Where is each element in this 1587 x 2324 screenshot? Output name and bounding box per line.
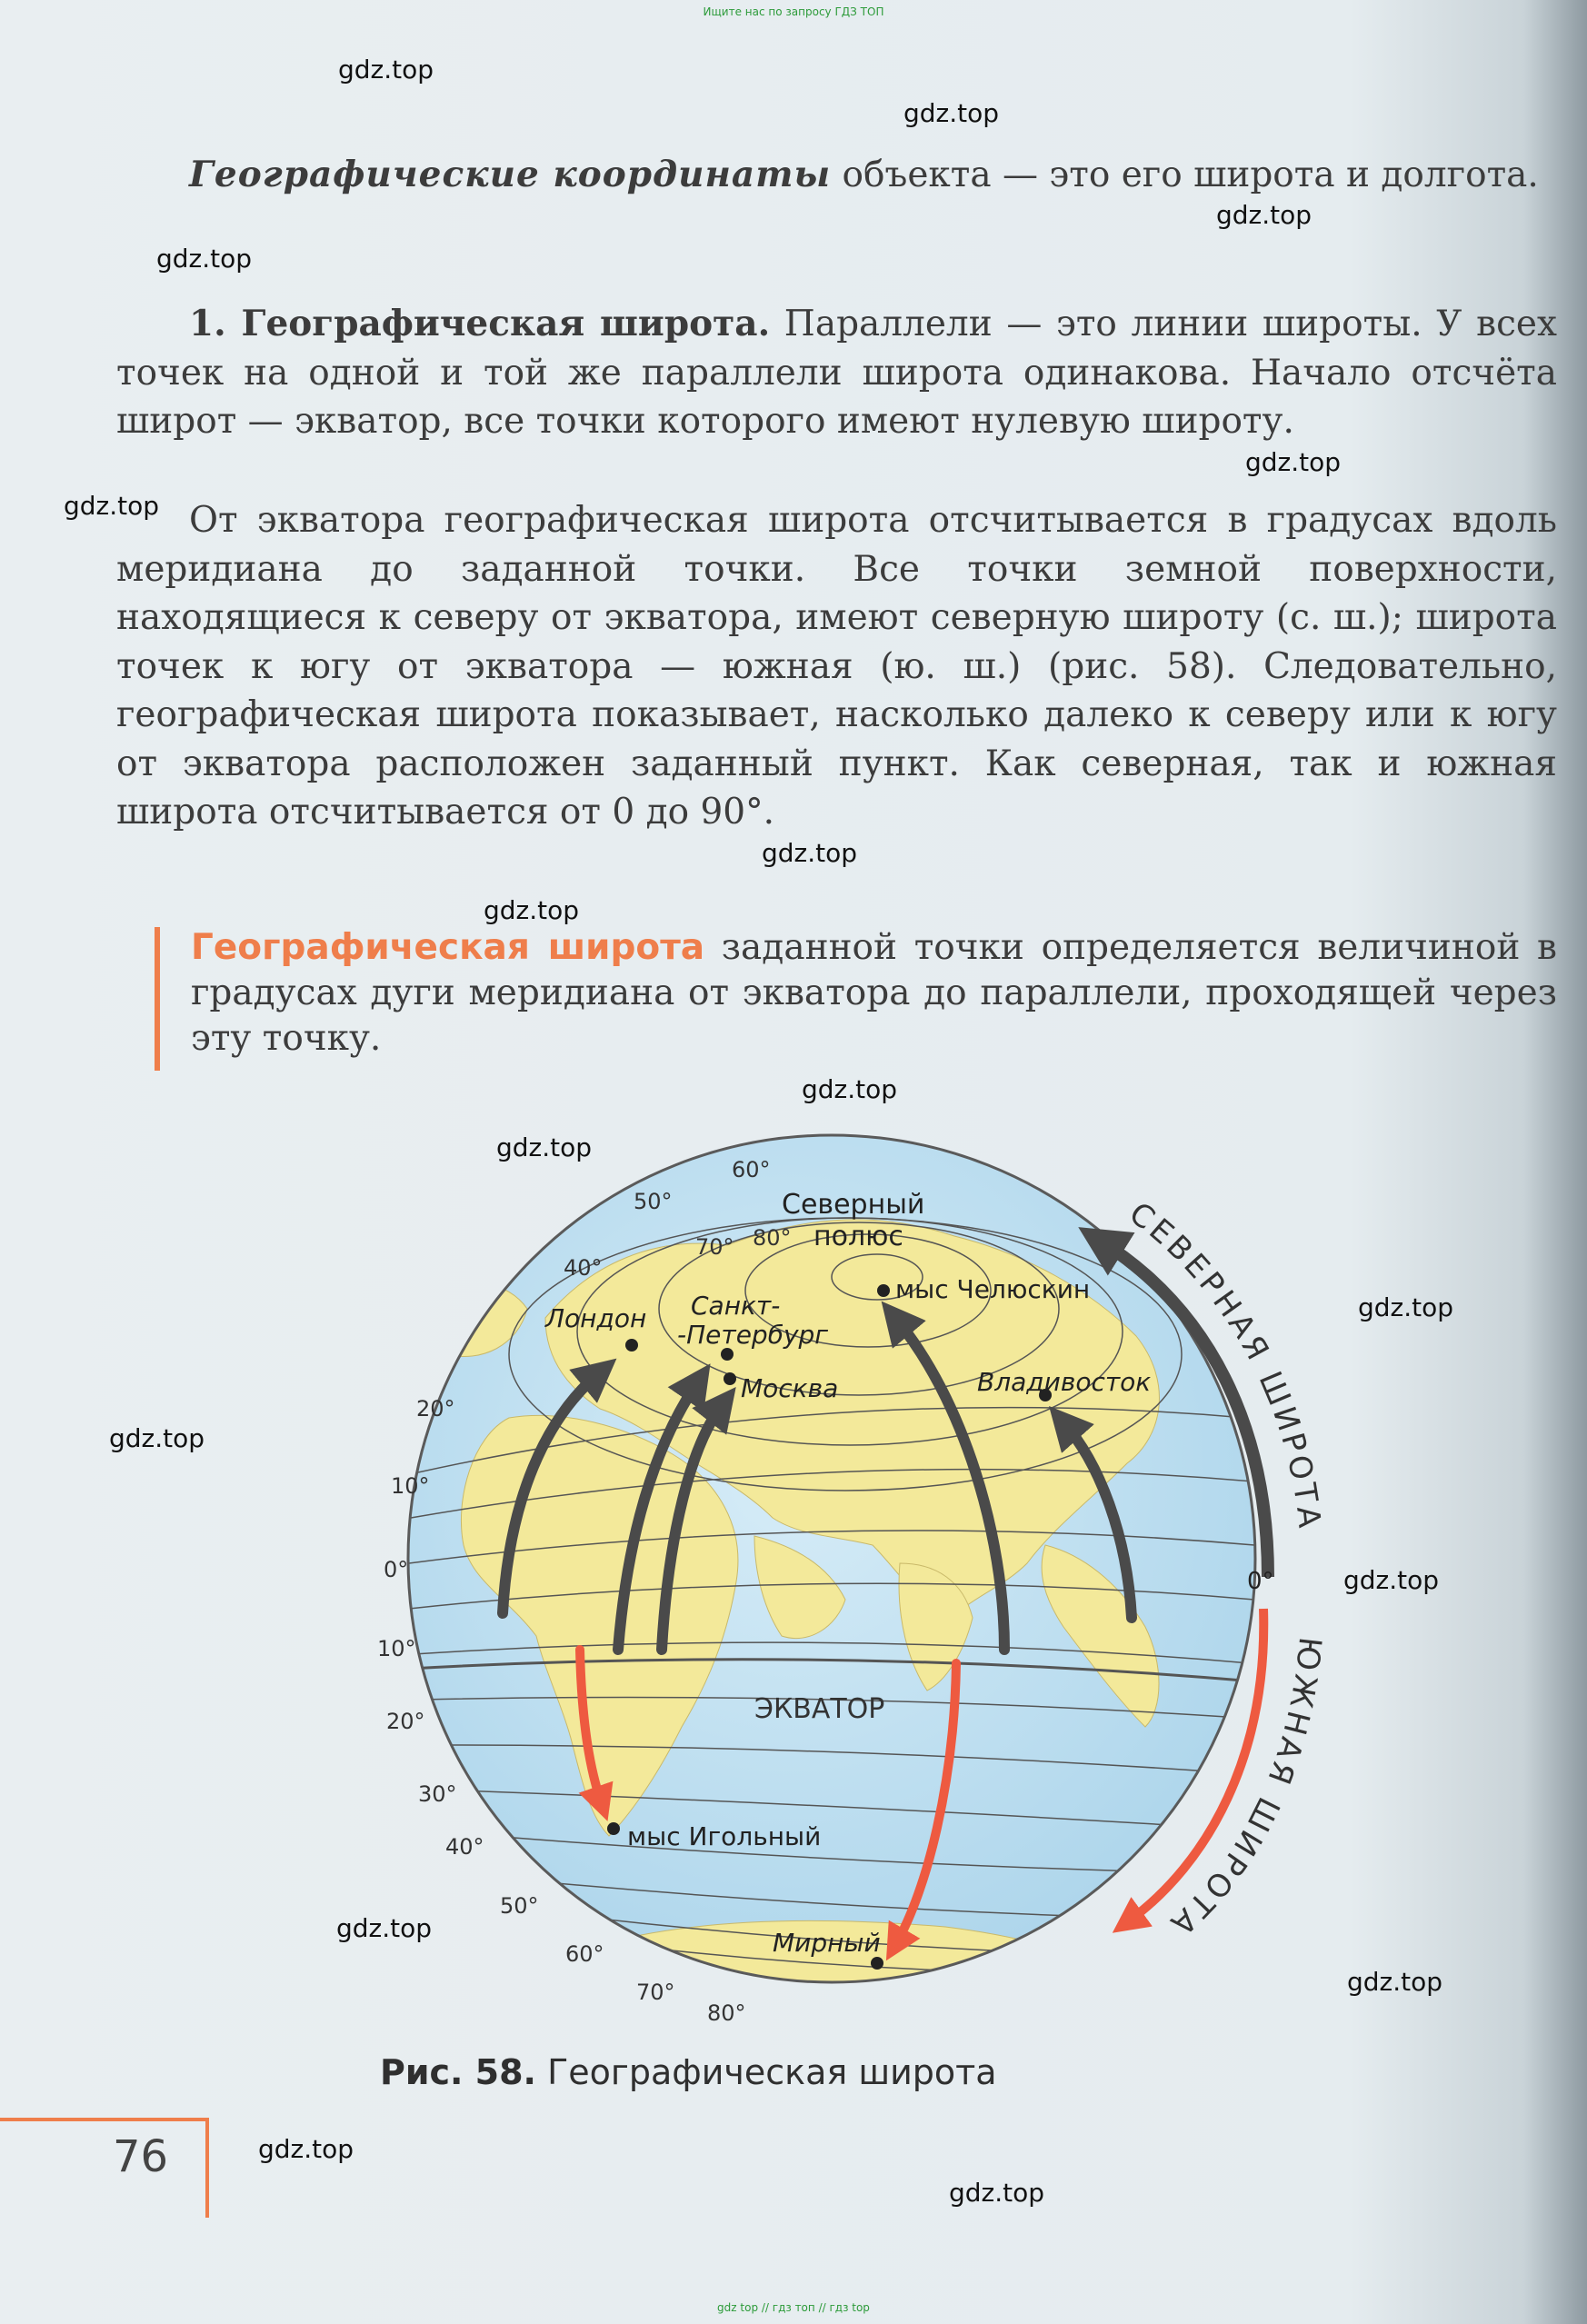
caption-text: Географическая широта [535, 2052, 997, 2092]
watermark: gdz.top [903, 98, 1000, 128]
lat-10-north: 10° [391, 1473, 430, 1499]
lat-70-top: 70° [695, 1234, 734, 1260]
moscow-point [724, 1372, 736, 1385]
lat-10-south: 10° [377, 1636, 416, 1661]
watermark: gdz.top [1343, 1565, 1440, 1595]
lat-30-south: 30° [418, 1781, 457, 1807]
north-pole-label-1: Северный [782, 1189, 925, 1221]
mirny-point [871, 1957, 883, 1970]
landmass-antarctica [636, 1920, 1136, 2000]
london-point [625, 1339, 638, 1352]
watermark: gdz.top [64, 491, 160, 521]
top-banner: Ищите нас по запросу ГДЗ ТОП [703, 5, 884, 18]
watermark: gdz.top [802, 1074, 898, 1104]
north-pole-label-2: полюс [813, 1221, 903, 1252]
spb-label-2: -Петербург [677, 1320, 829, 1350]
chelyuskin-point [877, 1284, 890, 1297]
rule-body: заданной точки определяется величиной в градусах дуги меридиана от экватора до параллели, проходящей через эту точку. [191, 927, 1557, 1059]
lat-80-top: 80° [753, 1225, 792, 1251]
lat-60-south: 60° [565, 1941, 604, 1967]
lat-80-south: 80° [707, 2000, 746, 2026]
equator-label: ЭКВАТОР [754, 1693, 885, 1725]
london-label: Лондон [545, 1303, 647, 1333]
lat-20-north: 20° [416, 1396, 455, 1421]
page-number-rule-v [205, 2118, 209, 2218]
watermark: gdz.top [1347, 1967, 1443, 1997]
lat-70-south: 70° [636, 1980, 675, 2005]
watermark: gdz.top [762, 838, 858, 868]
vladivostok-label: Владивосток [977, 1367, 1152, 1397]
chelyuskin-label: мыс Челюскин [895, 1274, 1091, 1304]
south-latitude-label: ЮЖНАЯ ШИРОТА [1161, 1635, 1329, 1945]
watermark: gdz.top [1245, 447, 1342, 477]
intro-term: Географические координаты [189, 154, 832, 195]
moscow-label: Москва [741, 1373, 839, 1403]
watermark: gdz.top [484, 895, 580, 925]
lat-0-left: 0° [384, 1557, 409, 1582]
spb-label-1: Санкт- [691, 1291, 781, 1321]
agulhas-point [607, 1822, 620, 1835]
spb-point [721, 1348, 734, 1361]
watermark: gdz.top [258, 2134, 354, 2164]
lat-20-south: 20° [386, 1709, 425, 1734]
rule-term: Географическая широта [191, 927, 705, 968]
watermark: gdz.top [1216, 200, 1313, 230]
watermark: gdz.top [496, 1132, 593, 1162]
lat-50-south: 50° [500, 1893, 539, 1919]
watermark: gdz.top [338, 55, 434, 85]
page-number: 76 [113, 2131, 169, 2182]
watermark: gdz.top [1358, 1292, 1454, 1322]
zero-degree-label: 0° [1247, 1568, 1274, 1595]
lat-60-top: 60° [732, 1157, 771, 1182]
section1-text1: Параллели — это линии широты. У всех точек на одной и той же параллели широта одинакова. Начало отсчёта широт — экватор, все точки которого имеют нулевую широту. [116, 304, 1557, 442]
lat-40-south: 40° [445, 1834, 484, 1860]
watermark: gdz.top [156, 244, 253, 274]
watermark: gdz.top [949, 2178, 1045, 2208]
section1-text2: От экватора географическая широта отсчитывается в градусах вдоль меридиана до заданной точки. Все точки земной поверхности, находящиеся к северу от экватора, имеют северную широту (с. ш.); широта точек к югу от экватора — южная (ю. ш.) (рис. 58). Следовательно, географическая широта показывает, насколько далеко к северу или к югу от экватора расположен заданный пункт. Как северная, так и южная широта отсчитывается от 0 до 90°. [116, 500, 1557, 833]
intro-text: объекта — это его широта и долгота. [831, 155, 1539, 195]
north-latitude-label: СЕВЕРНАЯ ШИРОТА [1122, 1195, 1328, 1533]
caption-label: Рис. 58. [380, 2052, 536, 2092]
page-number-rule-h [0, 2118, 207, 2121]
lat-40-top: 40° [564, 1255, 603, 1281]
figure-caption [380, 2052, 997, 2092]
watermark: gdz.top [109, 1423, 205, 1453]
watermark: gdz.top [336, 1913, 433, 1943]
mirny-label: Мирный [773, 1928, 881, 1958]
lat-50-top: 50° [634, 1189, 673, 1214]
agulhas-label: мыс Игольный [627, 1821, 822, 1851]
bottom-banner: gdz top // гдз топ // гдз top [717, 2301, 870, 2314]
section1-heading: 1. Географическая широта. [189, 303, 771, 344]
